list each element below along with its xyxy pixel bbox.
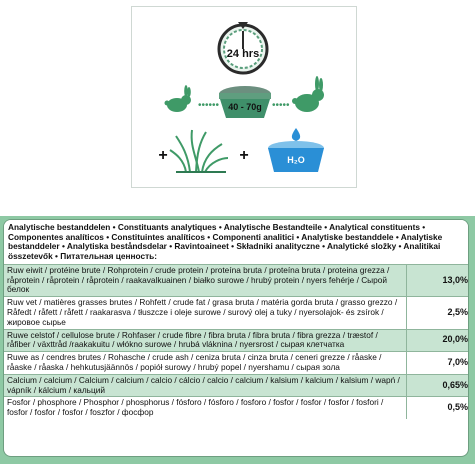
row-value: 0,65% (407, 374, 469, 397)
table-row (4, 397, 468, 419)
dots-left: •••••• (198, 100, 220, 111)
row-description: Ruw eiwit / protéine brute / Rohprotein / crude protein / proteína bruta / proteína bruta / proteina grezza / råprotein / råprotein / råprotein / raakavalkuainen / białko surowe / hrubý protein / nyers fehérje / Сырой белок (4, 264, 407, 296)
row-value: 7,0% (407, 352, 469, 375)
row-description: Ruwe as / cendres brutes / Rohasche / crude ash / ceniza bruta / cinza bruta / ceneri grezze / råaske / råaske / råaska / hehkutusjäännös / popiół surowy / hrubý popel / nyershamu / сырая зола (4, 352, 407, 375)
table-row (4, 352, 468, 375)
table-row (4, 297, 468, 329)
adult-rabbit-icon (292, 76, 324, 112)
row-description: Calcium / calcium / Calcium / calcium / calcio / cálcio / calcio / calcium / kalsium / kalcium / kalsium / wapń / vápník / kálcium / кальций (4, 374, 407, 397)
row-value: 20,0% (407, 329, 469, 352)
row-value: 2,5% (407, 297, 469, 329)
analysis-table-box (4, 220, 468, 456)
young-rabbit-icon (165, 85, 192, 112)
row-value: 0,5% (407, 397, 469, 419)
hay-grass-icon (170, 130, 228, 172)
water-label: H₂O (287, 155, 305, 165)
water-bowl-icon (268, 128, 324, 172)
table-row (4, 264, 468, 296)
dots-right: ••••• (272, 100, 290, 111)
table-row (4, 374, 468, 397)
analysis-heading: Analytische bestanddelen • Constituants analytiques • Analytische Bestandteile • Analytical constituents • Componentes analíticos • Constituintes analíticos • Componenti analitici • Analytiske bestanddele • Analytiske bestanddeler • Analytiska beståndsdelar • Ravintoaineet • Składniki analityczne • Analytické složky • Analitikai összetevők • Питательная ценность: (4, 220, 468, 264)
table-row (4, 329, 468, 352)
analysis-band (0, 216, 475, 464)
row-description: Ruw vet / matières grasses brutes / Rohfett / crude fat / grasa bruta / matéria gorda bruta / grasso grezzo / Råfedt / råfett / råfett / raakarasva / tłuszcze i oleje surowe / surový olej a tuky / nyersolajok- és zsírok / жировое сырье (4, 297, 407, 329)
row-description: Ruwe celstof / cellulose brute / Rohfaser / crude fibre / fibra bruta / fibra bruta / fibra grezza / træstof / råfiber / växttråd /raakakuitu / włókno surowe / hrubá vláknina / nyersrost / сырая клетчатка (4, 329, 407, 352)
portion-label: 40 - 70g (228, 102, 262, 112)
analysis-table (4, 264, 468, 419)
row-value: 13,0% (407, 264, 469, 296)
feeding-illustration (0, 0, 475, 216)
plus-sign-2: + (239, 147, 249, 164)
clock-label: 24 hrs (226, 48, 260, 60)
row-description: Fosfor / phosphore / Phosphor / phosphorus / fósforo / fósforo / fosforo / fosfor / fosfor / fosfor / fosfori / fosfor / fosfor / fosfor / foszfor / фосфор (4, 397, 407, 419)
plus-sign-1: + (158, 147, 168, 164)
